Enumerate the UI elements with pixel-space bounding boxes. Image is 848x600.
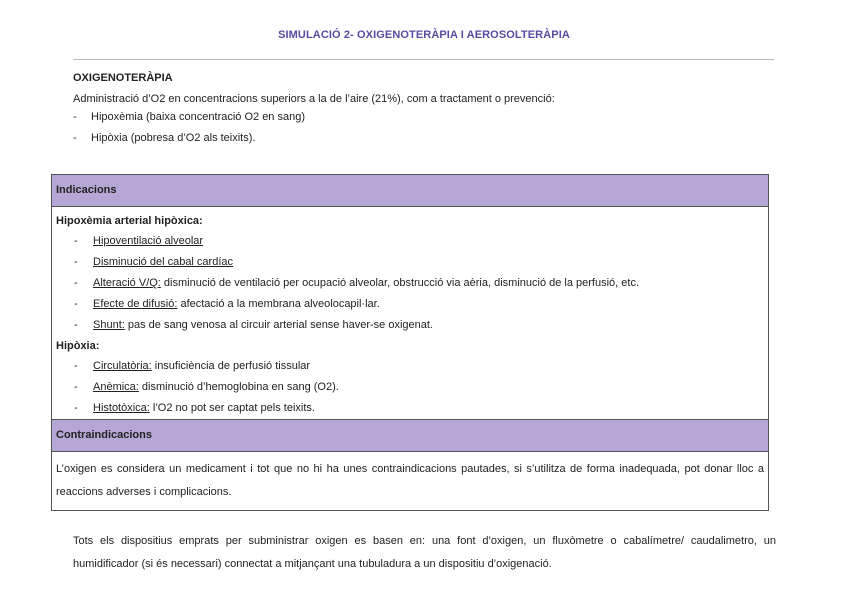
term-description: insuficiència de perfusió tissular — [151, 360, 311, 372]
list-item: - Hipòxia (pobresa d’O2 als teixits). — [73, 128, 773, 149]
list-item — [56, 377, 764, 398]
footer-paragraph: Tots els dispositius emprats per subministrar oxigen es basen en: una font d’oxigen, un fluxòmetre o cabalímetre/ caudalimetro, un humidificador (si és necessari) connectat a mitjançant una tubuladura a un dispositiu d’oxigenació. — [73, 535, 776, 570]
list-item: - Hipoxèmia (baixa concentració O2 en sang) — [73, 107, 773, 128]
term-label: Circulatòria: — [93, 360, 152, 372]
page-title: SIMULACIÓ 2- OXIGENOTERÀPIA I AEROSOLTERÀPIA — [278, 29, 570, 41]
intro-list — [73, 107, 773, 149]
term-description: disminució d’hemoglobina en sang (O2). — [138, 381, 339, 393]
indications-table — [51, 174, 769, 511]
term-label: Alteració V/Q: — [93, 277, 161, 289]
list-item — [56, 273, 764, 294]
section-title: OXIGENOTERÀPIA — [73, 72, 173, 84]
term-label: Histotòxica: — [93, 402, 150, 414]
list-item — [56, 398, 764, 419]
term-label: Efecte de difusió: — [93, 298, 178, 310]
term-label: Shunt: — [93, 319, 125, 331]
contraindications-header: Contraindicacions — [52, 419, 768, 452]
section-description: Administració d’O2 en concentracions superiors a la de l’aire (21%), com a tractament o prevenció: — [73, 93, 555, 105]
list-item — [56, 356, 764, 377]
term-description: pas de sang venosa al circuir arterial sense haver-se oxigenat. — [124, 319, 433, 331]
term-description: afectació a la membrana alveolocapil·lar. — [177, 298, 380, 310]
list-item — [56, 315, 764, 336]
indications-header: Indicacions — [52, 175, 768, 207]
header-divider — [73, 59, 774, 60]
indications-body — [52, 207, 768, 419]
term-label: Hipoventilació alveolar — [93, 235, 204, 247]
intro-section — [73, 70, 773, 149]
term-description: l’O2 no pot ser captat pels teixits. — [149, 402, 315, 414]
term-description: disminució de ventilació per ocupació alveolar, obstrucció via aèria, disminució de la perfusió, etc. — [160, 277, 639, 289]
hipoxemia-list — [56, 231, 764, 336]
term-label: Anèmica: — [93, 381, 139, 393]
list-item — [56, 252, 764, 273]
list-item — [56, 231, 764, 252]
hipoxia-list — [56, 356, 764, 419]
term-label: Disminució del cabal cardíac — [93, 256, 234, 268]
contraindications-text: L’oxigen es considera un medicament i tot que no hi ha unes contraindicacions pautades, si s’utilitza de forma inadequada, pot donar lloc a reaccions adverses i complicacions. — [56, 463, 764, 498]
list-item — [56, 294, 764, 315]
hipoxia-title: Hipòxia: — [56, 340, 100, 352]
hipoxemia-title: Hipoxèmia arterial hipòxica: — [56, 215, 203, 227]
